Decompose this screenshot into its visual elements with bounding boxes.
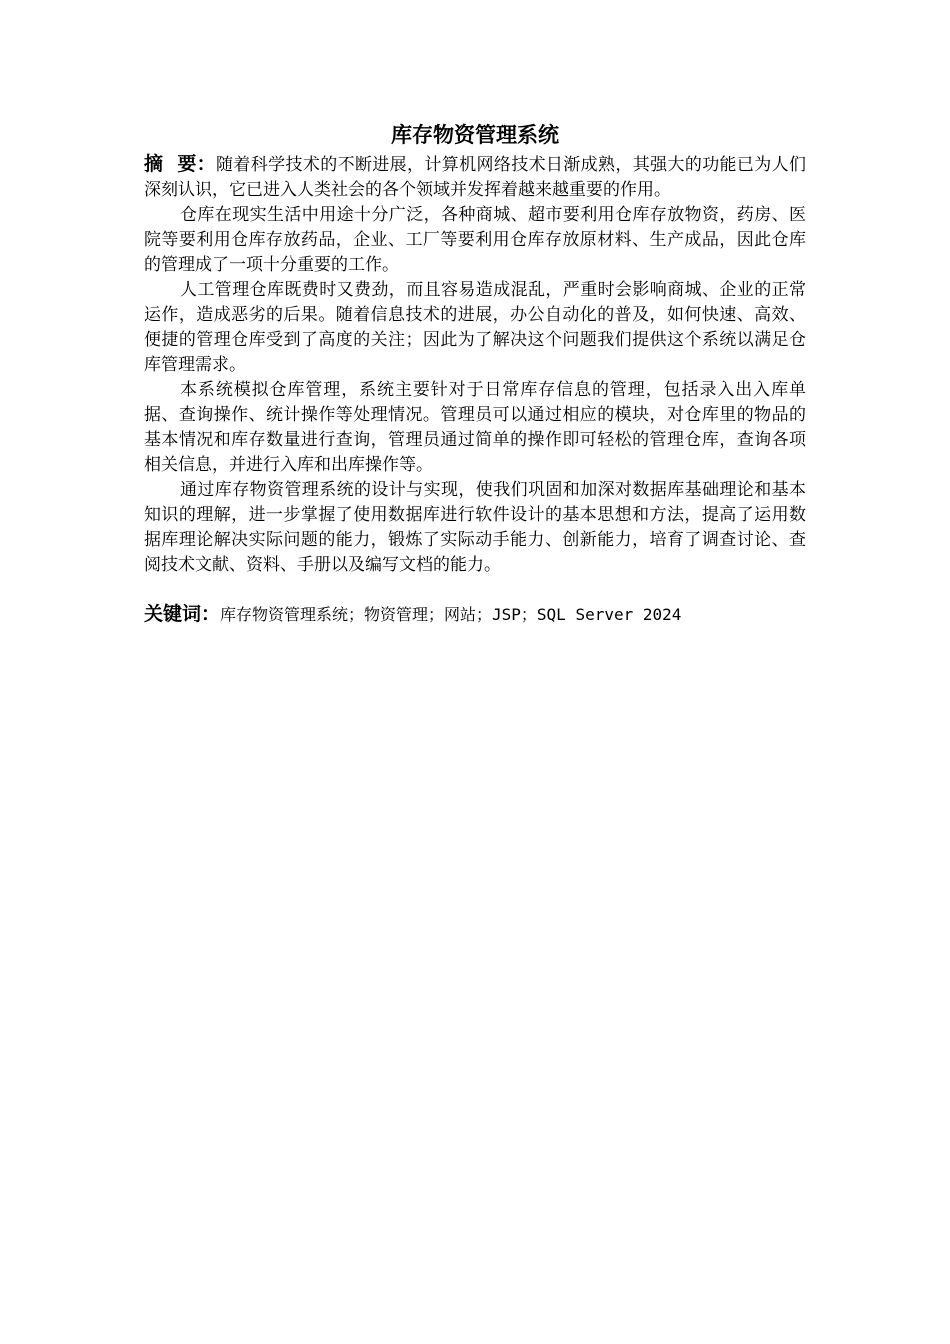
abstract-paragraph-5: 通过库存物资管理系统的设计与实现，使我们巩固和加深对数据库基础理论和基本知识的理解，进一步掌握了使用数据库进行软件设计的基本思想和方法，提高了运用数据库理论解决实际问题的能力，锻炼了实际动手能力、创新能力，培育了调查讨论、查阅技术文献、资料、手册以及编写文档的能力。	[144, 480, 806, 575]
abstract-label: 摘 要：	[144, 153, 217, 175]
abstract-paragraph-3: 人工管理仓库既费时又费劲，而且容易造成混乱，严重时会影响商城、企业的正常运作，造成恶劣的后果。随着信息技术的进展，办公自动化的普及，如何快速、高效、便捷的管理仓库受到了高度的关注；因此为了解决这个问题我们提供这个系统以满足仓库管理需求。	[144, 280, 806, 375]
keywords-label: 关键词：	[144, 603, 221, 625]
keywords-text: 库存物资管理系统；物资管理；网站；JSP；SQL Server 2024	[220, 605, 682, 624]
abstract-text-1: 随着科学技术的不断进展，计算机网络技术日渐成熟，其强大的功能已为人们深刻认识，它已进入人类社会的各个领域并发挥着越来越重要的作用。	[144, 155, 806, 200]
document-page	[144, 118, 806, 645]
abstract-paragraph-4: 本系统模拟仓库管理，系统主要针对于日常库存信息的管理，包括录入出入库单据、查询操作、统计操作等处理情况。管理员可以通过相应的模块，对仓库里的物品的基本情况和库存数量进行查询，管理员通过简单的操作即可轻松的管理仓库，查询各项相关信息，并进行入库和出库操作等。	[144, 380, 806, 475]
document-title: 库存物资管理系统	[391, 123, 559, 147]
keywords-line	[144, 602, 806, 628]
abstract-paragraph-1	[144, 152, 806, 203]
abstract-paragraph-2: 仓库在现实生活中用途十分广泛，各种商城、超市要利用仓库存放物资，药房、医院等要利用仓库存放药品，企业、工厂等要利用仓库存放原材料、生产成品，因此仓库的管理成了一项十分重要的工作。	[144, 205, 806, 275]
